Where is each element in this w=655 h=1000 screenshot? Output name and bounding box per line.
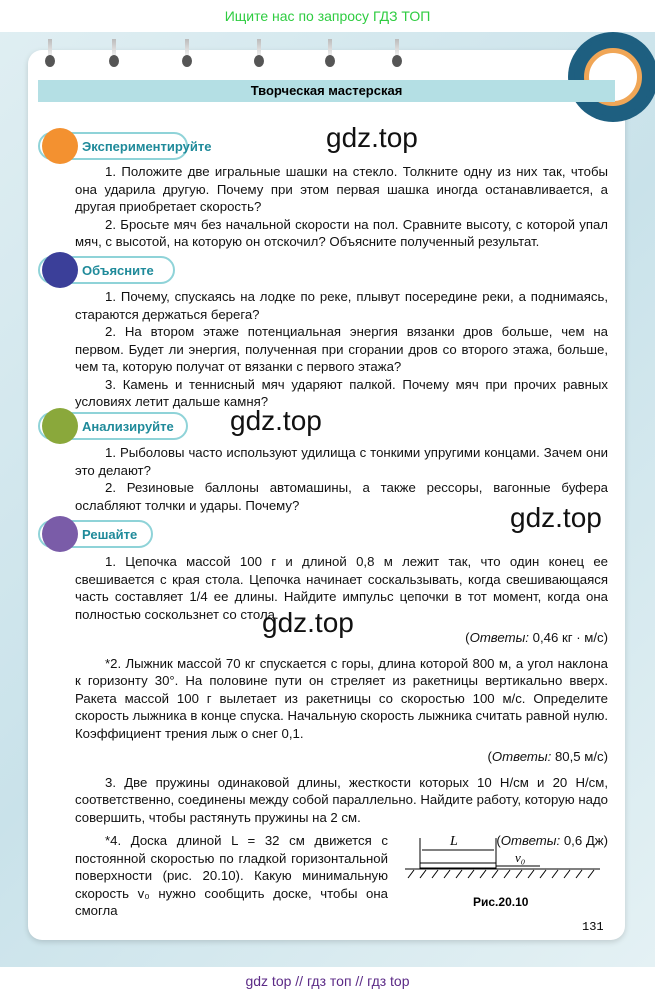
purple-circle-icon <box>42 516 78 552</box>
binder-ring <box>392 55 402 67</box>
blue-circle-icon <box>42 252 78 288</box>
watermark: gdz.top <box>230 405 322 436</box>
figure-board-diagram <box>400 830 610 880</box>
gear-logo-icon <box>568 32 655 122</box>
answer: (Ответы: 80,5 м/с) <box>487 749 608 764</box>
binder-ring <box>109 55 119 67</box>
section-explain-text <box>75 288 608 411</box>
task: 3. Камень и теннисный мяч ударяют палкой. Почему мяч при прочих равных условиях летит дальше камня? <box>75 376 608 409</box>
task: 2. Резиновые баллоны автомашины, а также рессоры, вагонные буфера ослабляют толчки и удары. Почему? <box>75 480 608 513</box>
binder-ring <box>325 55 335 67</box>
binder-ring <box>45 55 55 67</box>
section-title-solve: Решайте <box>38 520 153 548</box>
section-experiment-text <box>75 163 608 251</box>
watermark: gdz.top <box>510 502 602 533</box>
binder-ring <box>182 55 192 67</box>
label-L: L <box>450 834 458 849</box>
task: 1. Почему, спускаясь на лодке по реке, плывут посередине реки, а поднимаясь, стараются держаться берега? <box>75 289 608 322</box>
task: 2. Бросьте мяч без начальной скорости на пол. Сравните высоту, с которой упал мяч, с высотой, на которую он отскочил? Объясните полученный результат. <box>75 216 608 249</box>
task: 1. Рыболовы часто используют удилища с тонкими упругими концами. Зачем они это делают? <box>75 445 608 478</box>
task: 2. На втором этаже потенциальная энергия вязанки дров больше, чем на первом. Будет ли энергия, полученная при сгорании дров со второго этажа, больше, чем та, которую получат от вязанки с первого этажа? <box>75 324 608 374</box>
figure-caption: Рис.20.10 <box>473 895 529 909</box>
orange-circle-icon <box>42 128 78 164</box>
section-header: Творческая мастерская <box>38 80 615 102</box>
section-title-explain: Объясните <box>38 256 175 284</box>
task: *2. Лыжник массой 70 кг спускается с горы, длина которой 800 м, а угол наклона к горизонту 30°. На половине пути он стреляет из ракетницы вертикально вверх. Ракета массой 100 г вылетает из ракетницы со скоростью 100 м/с. Определите скорость лыжника в конце спуска. Начальную скорость лыжника считать равной нулю. Коэффициент трения лыж о снег 0,1. <box>75 655 608 741</box>
green-circle-icon <box>42 408 78 444</box>
section-title-analyze: Анализируйте <box>38 412 188 440</box>
task: 1. Положите две игральные шашки на стекло. Толкните одну из них так, чтобы она ударила другую. Почему при этом первая шашка иногда останавливается, а другая приобретает скорость? <box>75 164 608 214</box>
binder-ring <box>254 55 264 67</box>
page-number: 131 <box>582 920 604 934</box>
section-solve-text <box>75 553 608 850</box>
watermark: gdz.top <box>326 122 418 153</box>
answer: (Ответы: 0,6 Дж) <box>496 833 608 848</box>
label-v0: v₀ <box>515 850 526 865</box>
task: 1. Цепочка массой 100 г и длиной 0,8 м лежит так, что один конец ее свешивается с края стола. Цепочка начинает соскальзывать, когда свешивающаяся часть составляет 1/4 ее длины. Найдите импульс цепочки в тот момент, когда она полностью соскользнет со стола. <box>75 554 608 622</box>
footer-links[interactable]: gdz top // гдз топ // гдз top <box>245 973 410 989</box>
top-banner: Ищите нас по запросу ГДЗ ТОП <box>224 8 431 24</box>
watermark: gdz.top <box>262 607 354 638</box>
task: 3. Две пружины одинаковой длины, жесткости которых 10 Н/см и 20 Н/см, соответственно, соединены между собой параллельно. Найдите работу, которую надо совершить, чтобы растянуть пружины на 2 см. <box>75 774 608 825</box>
task-4 <box>75 832 388 920</box>
section-title-experiment: Экспериментируйте <box>38 132 188 160</box>
answer: (Ответы: 0,46 кг · м/с) <box>465 630 608 645</box>
task: *4. Доска длиной L = 32 см движется с постоянной скоростью по гладкой горизонтальной поверхности (рис. 20.10). Какую минимальную скорость v₀ нужно сообщить доске, чтобы она смогла <box>75 833 388 918</box>
